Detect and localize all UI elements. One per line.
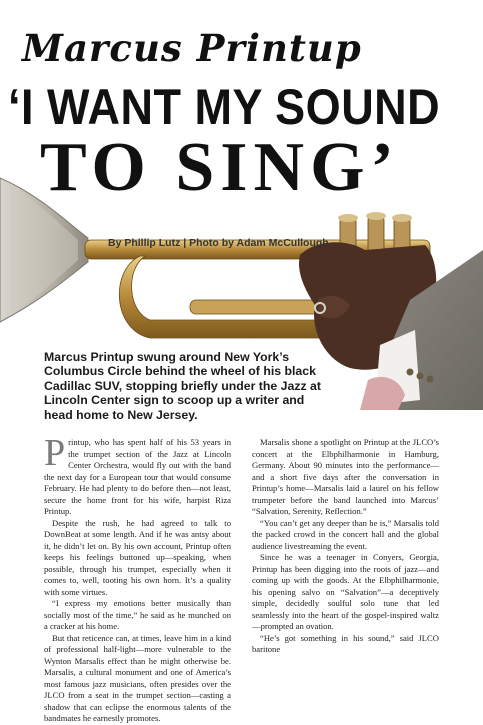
drop-cap: P xyxy=(44,432,66,474)
headline-line-2: TO SING’ xyxy=(40,129,400,206)
article-column-1 xyxy=(44,432,231,725)
paragraph: But that reticence can, at times, leave him in a kind of professional half-light—more vulnerable to the Wynton Marsalis effect than he might otherwise be. Marsalis, a cultural monument and one of America’s most famous jazz musicians, often presides over the JLCO from a seat in the trumpet section—casting a shadow that can eclipse the enormous talents of the bandmates he earnestly promotes. xyxy=(44,632,231,723)
paragraph: “You can’t get any deeper than he is,” Marsalis told the packed crowd in the concert hall and the global audience livestreaming the event. xyxy=(252,517,439,551)
headline-line-1: ‘I WANT MY SOUND xyxy=(8,78,441,136)
byline: By Phillip Lutz | Photo by Adam McCullough xyxy=(108,237,329,249)
paragraph: Printup, who has spent half of his 53 years in the trumpet section of the Jazz at Lincoln Center Orchestra, would fly out with the band the next day for a European tour that would consume February. He had plenty to do before then—not least, secure the home front for his wife, harpist Riza Printup. xyxy=(44,432,231,516)
paragraph: “I express my emotions better musically than socially most of the time,” he said as he munched on a cracker at his home. xyxy=(44,598,231,631)
paragraph: Despite the rush, he had agreed to talk to DownBeat at some length. And if he was antsy about it, he didn’t let on. By his own account, Printup often keeps his feelings buttoned up—speaking, when possible, through his trumpet, especially when it comes to, well, tooting his own horn. It’s a quality with some virtues. xyxy=(44,517,231,597)
deck-text: Marcus Printup swung around New York’s Columbus Circle behind the wheel of his black Cadillac SUV, stopping briefly under the Jazz at Lincoln Center sign to scoop up a writer and head home to New Jersey. xyxy=(44,350,321,422)
paragraph: “He’s got something in his sound,” said JLCO baritone xyxy=(252,632,439,654)
paragraph: Marsalis shone a spotlight on Printup at the JLCO’s concert at the Elbphilharmonie in Hamburg, Germany. About 90 minutes into the performance—and a short five days after the conversation in Printup’s home—Marsalis laid a laurel on his fellow trumpeter before the band launched into Marcus’ “Salvation, Serenity, Reflection.” xyxy=(252,437,439,516)
article-column-2 xyxy=(252,437,439,656)
artist-name: Marcus Printup xyxy=(22,26,362,70)
paragraph: Since he was a teenager in Conyers, Georgia, Printup has been digging into the roots of jazz—and coming up with the goods. At the Elbphilharmonie, his opening salvo on “Salvation”—a deceptively simple, decidedly soulful solo tune that led seamlessly into the heart of the gospel-inspired waltz—prompted an ovation. xyxy=(252,552,439,631)
